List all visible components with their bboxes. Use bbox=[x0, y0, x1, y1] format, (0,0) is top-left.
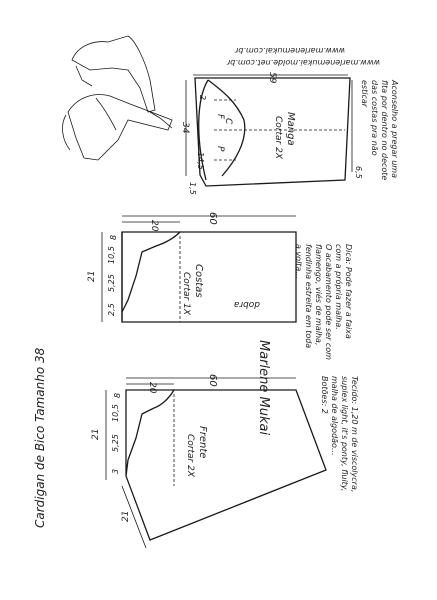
sleeve-cap-height: 14,5 bbox=[196, 152, 205, 170]
front-shoulder: 8 bbox=[113, 392, 122, 398]
back-label: Costas bbox=[193, 264, 204, 298]
front-cut: Cortar 2X bbox=[185, 434, 195, 477]
back-neck: 2,5 bbox=[107, 303, 116, 316]
advice-line-4: esticar bbox=[360, 80, 369, 108]
website-1: www.marlenemukai.com.br bbox=[235, 46, 345, 55]
front-length: 60 bbox=[207, 374, 218, 387]
sleeve-bottom: 6,5 bbox=[354, 166, 363, 179]
hem-line-5: fendinha estreita em toda bbox=[304, 244, 313, 349]
sleeve-cut: Cortar 2X bbox=[273, 116, 283, 159]
hem-line-6: a volta... bbox=[294, 244, 303, 279]
advice-line-2: fita por dentro no decote bbox=[380, 80, 389, 181]
pattern-title: Cardigan de Bico Tamanho 38 bbox=[33, 347, 47, 528]
front-hip: 5,25 bbox=[111, 434, 120, 452]
advice-line-3: das costas pra não bbox=[370, 80, 379, 156]
back-shoulder: 8 bbox=[109, 234, 118, 240]
signature: Marlene Mukai bbox=[256, 340, 271, 436]
fabric-line-3: malha de algodão... bbox=[330, 376, 339, 456]
sleeve-mark-p: P bbox=[215, 146, 225, 152]
back-hip: 5,25 bbox=[107, 274, 116, 292]
front-width: 20 bbox=[147, 382, 157, 394]
website-2: www.marlenemukai.molde.net.com.br bbox=[226, 58, 380, 67]
front-depth: 10,5 bbox=[111, 404, 120, 422]
hem-line-1: Dica: Pode fazer a faixa bbox=[344, 244, 353, 339]
back-length: 60 bbox=[207, 212, 218, 225]
sleeve-cap: 34 bbox=[180, 122, 190, 134]
advice-line-1: Aconselho a pregar uma bbox=[390, 80, 399, 178]
back-armhole: 21 bbox=[87, 270, 97, 282]
sleeve-mark-f: F bbox=[215, 114, 225, 120]
hem-line-2: com a própria malha. bbox=[334, 244, 343, 330]
hem-line-4: flamengo, viés de malha, bbox=[314, 244, 323, 346]
front-armhole: 21 bbox=[91, 428, 101, 440]
front-point: 21 bbox=[121, 510, 131, 522]
back-depth: 10,5 bbox=[107, 246, 116, 264]
front-neck: 3 bbox=[111, 468, 120, 474]
back-fold: dobra bbox=[233, 299, 260, 309]
sleeve-side: 1,5 bbox=[188, 182, 197, 195]
back-width: 20 bbox=[149, 220, 159, 232]
sleeve-label: Manga bbox=[285, 112, 296, 146]
fabric-line-2: suplex light, it's ponty, fluity, bbox=[340, 376, 349, 492]
fabric-line-4: Botões: 2 bbox=[320, 376, 329, 414]
sleeve-mark-c: C bbox=[223, 118, 233, 125]
sleeve-length: 59 bbox=[267, 72, 277, 84]
hem-line-3: O acabamento pode ser com bbox=[324, 244, 333, 360]
fabric-line-1: Tecido: 1,20 m de viscolycra, bbox=[350, 376, 359, 493]
front-label: Frente bbox=[197, 426, 208, 459]
sleeve-top: 2 bbox=[198, 95, 207, 101]
back-cut: Cortar 1X bbox=[181, 272, 191, 315]
